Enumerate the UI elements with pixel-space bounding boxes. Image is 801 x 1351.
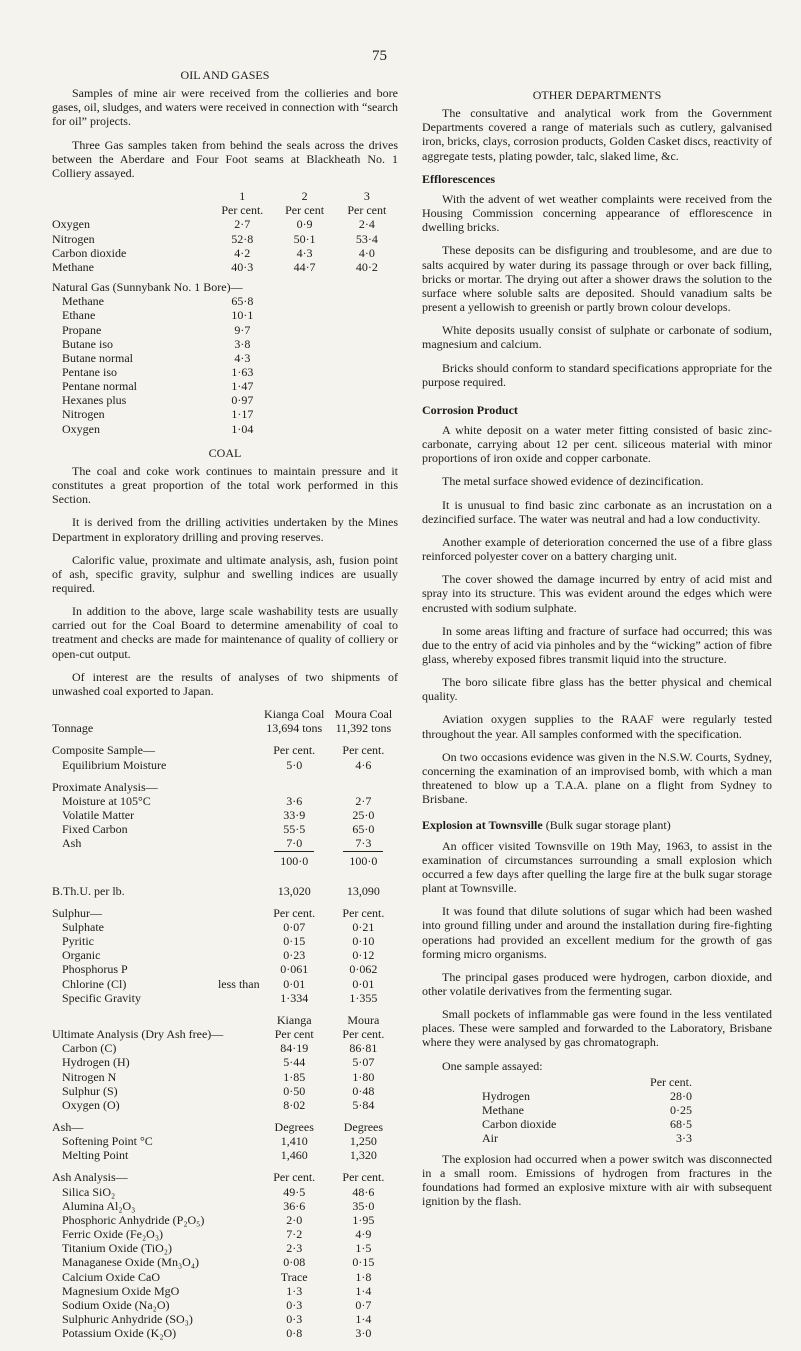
cell: 50·1 [293, 231, 316, 246]
col-unit-1: Per cent. [221, 203, 264, 218]
row-label: Ultimate Analysis (Dry Ash free)— [52, 1027, 224, 1042]
table-row [52, 1312, 398, 1326]
exp-para-2: It was found that dilute solutions of sugar which had been washed into ground filling under and around the installation during fire-fighting operations had provided an excellent medium for the growth of gas forming micro organisms. [422, 904, 772, 961]
cell: 84·19 [280, 1041, 309, 1056]
cell: 5·0 [286, 757, 303, 772]
table-row [52, 1185, 398, 1199]
other-para-1: The consultative and analytical work from the Government Departments covered a range of materials such as cutlery, galvanised iron, bricks, clays, corrosion products, Golden Casket discs, reactivity of aggregate tests, plating powder, talc, slaked lime, &c. [422, 106, 772, 163]
cell: 86·81 [349, 1041, 378, 1056]
row-label: Nitrogen N [62, 1069, 117, 1084]
cor-para-5: The cover showed the damage incurred by entry of acid mist and spray into its structure. This was evident around the edges which were encrusted with sodium sulphate. [422, 572, 772, 615]
cell: 5·84 [352, 1097, 375, 1112]
table-row [52, 1148, 398, 1162]
row-label: Sulphuric Anhydride (SO₃) [62, 1312, 193, 1327]
row-label: Carbon dioxide [52, 245, 127, 260]
row-label: Ethane [62, 308, 96, 323]
cell: 0·10 [352, 934, 375, 949]
cell: Per cent [274, 1027, 314, 1042]
cell: 28·0 [670, 1088, 692, 1103]
col-head-moura: Moura Coal [334, 707, 393, 722]
row-label: Pentane iso [62, 364, 117, 379]
row-label: Hydrogen (H) [62, 1055, 130, 1070]
row-label: Carbon (C) [62, 1041, 117, 1056]
cell: Per cent. [342, 743, 385, 758]
cell: 4·6 [355, 757, 372, 772]
eff-para-4: Bricks should conform to standard specifications appropriate for the purpose required. [422, 360, 772, 389]
cell: 3·6 [286, 793, 303, 808]
cor-para-4: Another example of deterioration concerned the use of a fibre glass reinforced polyester cover on a battery charging unit. [422, 534, 772, 564]
cell: 0·21 [352, 919, 375, 934]
row-label: Nitrogen [62, 407, 105, 422]
col-unit-3: Per cent [347, 203, 387, 218]
cell: 55·5 [283, 822, 306, 837]
cell: 1,410 [280, 1134, 308, 1149]
table-row [52, 308, 273, 322]
cell: 33·9 [283, 808, 306, 823]
table-row [52, 351, 273, 365]
row-label: Ash [62, 836, 82, 851]
row-label: Methane [62, 294, 104, 309]
col-unit-2: Per cent [285, 203, 325, 218]
row-label: Melting Point [62, 1148, 129, 1163]
table-row [52, 407, 273, 421]
row-label: Sodium Oxide (Na₂O) [62, 1297, 170, 1312]
cell: 2·0 [286, 1212, 303, 1227]
table-row [52, 906, 398, 920]
table-row [52, 246, 398, 260]
table-row [52, 1199, 398, 1213]
row-label: Softening Point °C [62, 1134, 153, 1149]
table-row [52, 822, 398, 836]
cell: 35·0 [352, 1198, 375, 1213]
explosion-subheading: (Bulk sugar storage plant) [542, 818, 671, 833]
row-label: Silica SiO₂ [62, 1184, 116, 1199]
table-row [52, 977, 398, 991]
cell: 10·1 [231, 308, 254, 323]
cell: 49·5 [283, 1184, 306, 1199]
eff-para-1: With the advent of wet weather complaints were received from the Housing Commission concerning appearance of efflorescence in dwelling bricks. [422, 191, 772, 235]
cor-para-1: A white deposit on a water meter fitting consisted of basic zinc-carbonate, carrying about 12 per cent. siliceous material with minor proportions of iron oxide and copper carbonate. [422, 422, 772, 466]
table-row [52, 1134, 398, 1148]
cell: 0·062 [349, 962, 378, 977]
cell: 4·3 [296, 245, 313, 260]
cell: 1,460 [280, 1148, 308, 1163]
row-label: Phosphoric Anhydride (P₂O₅) [62, 1212, 205, 1227]
total-moura: 100·0 [343, 851, 383, 868]
cell: 65·0 [352, 822, 375, 837]
table-row [52, 1241, 398, 1255]
table-row [52, 962, 398, 976]
row-label: Oxygen [52, 217, 90, 232]
cell: 1·80 [352, 1069, 375, 1084]
row-label: Titanium Oxide (TiO₂) [62, 1241, 172, 1256]
oil-para-2: Three Gas samples taken from behind the seals across the drives between the Aberdare and Four Foot seams at Blackheath No. 1 Colliery assayed. [52, 137, 398, 180]
cell: 13,090 [346, 883, 380, 898]
table-row [52, 1098, 398, 1112]
row-label: Butane iso [62, 336, 113, 351]
cell: 0·3 [286, 1312, 303, 1327]
exp-para-1: An officer visited Townsville on 19th May, 1963, to assist in the examination of circumstances surrounding a small explosion which occurred a few days after quelling the large fire at the bulk sugar storage plant at Townsville. [422, 838, 772, 896]
table-row [52, 948, 398, 962]
table-row [52, 1070, 398, 1084]
cell: 0·9 [296, 217, 313, 232]
cell: Trace [280, 1269, 308, 1284]
row-label: Potassium Oxide (K₂O) [62, 1326, 177, 1341]
total-row [52, 851, 398, 868]
table-row [52, 1041, 398, 1055]
cell: 1·63 [231, 364, 254, 379]
row-label: Fixed Carbon [62, 822, 128, 837]
col-num-1: 1 [239, 189, 246, 204]
cell: 36·6 [283, 1198, 306, 1213]
gas-assay-table [482, 1075, 692, 1146]
row-label: Ferric Oxide (Fe₂O₃) [62, 1227, 164, 1242]
natural-gas-title: Natural Gas (Sunnybank No. 1 Bore)— [52, 280, 243, 295]
cell: 1,320 [349, 1148, 377, 1163]
cell: 2·4 [358, 217, 375, 232]
cell: 0·8 [286, 1326, 303, 1341]
cell: 52·8 [231, 231, 254, 246]
cell: 8·02 [283, 1097, 306, 1112]
row-label: Tonnage [52, 721, 94, 736]
cell: 0·48 [352, 1083, 375, 1098]
table-row [52, 1084, 398, 1098]
coal-shipments-table [52, 707, 398, 1340]
row-label: Composite Sample— [52, 743, 155, 758]
row-label: Oxygen (O) [62, 1097, 120, 1112]
row-label: Ash Analysis— [52, 1170, 128, 1185]
cell: 7·2 [286, 1227, 303, 1242]
cell: 4·9 [355, 1227, 372, 1242]
cell: Degrees [274, 1120, 314, 1134]
table-row [52, 337, 273, 351]
cell: 4·2 [234, 245, 251, 260]
cell: 4·3 [234, 350, 251, 365]
cell: Per cent. [273, 1170, 316, 1185]
coal-para-4: In addition to the above, large scale washability tests are usually carried out for the Coal Board to determine amenability of coal to treatment and checks are made for maintenance of quality of colliery or open-cut output. [52, 604, 398, 661]
row-label: Nitrogen [52, 231, 95, 246]
row-label: Ash— [52, 1120, 84, 1134]
eff-para-3: White deposits usually consist of sulphate or carbonate of sodium, magnesium and calcium. [422, 323, 772, 352]
table-row [52, 920, 398, 934]
row-label: Alumina Al₂O₃ [62, 1198, 136, 1213]
oil-gases-heading: OIL AND GASES [180, 68, 270, 82]
cell: 0·01 [352, 976, 375, 991]
oil-para-1: Samples of mine air were received from the collieries and bore gases, oil, sludges, and waters were received in connection with “search for oil” projects. [52, 86, 398, 129]
explosion-heading-line [422, 818, 772, 832]
coal-para-1: The coal and coke work continues to maintain pressure and it constitutes a great proportion of the total work performed in this Section. [52, 463, 398, 507]
cell: 48·6 [352, 1184, 375, 1199]
cell: 0·25 [670, 1103, 692, 1118]
cell: 25·0 [352, 808, 375, 823]
cell: 7·3 [355, 836, 372, 851]
row-label: Pyritic [62, 934, 94, 949]
page-number: 75 [372, 48, 387, 64]
proximate-label: Proximate Analysis— [52, 779, 158, 794]
row-label: Volatile Matter [62, 808, 135, 823]
coal-para-3: Calorific value, proximate and ultimate analysis, ash, fusion point of ash, specific gravity, sulphur and swelling indices are usually required. [52, 552, 398, 595]
cell: 1·04 [231, 421, 254, 436]
table-row [482, 1117, 692, 1131]
table-row [52, 1255, 398, 1269]
cell: 13,020 [277, 883, 311, 898]
row-label: Propane [62, 322, 102, 337]
table-row [52, 1270, 398, 1284]
row-label: Air [482, 1131, 498, 1146]
cell: Per cent. [273, 743, 316, 758]
cell: 4·0 [358, 245, 375, 260]
row-label: Specific Gravity [62, 990, 141, 1005]
table-row [52, 758, 398, 772]
cor-para-9: On two occasions evidence was given in the N.S.W. Courts, Sydney, concerning the examination of an improvised bomb, with which a man threatened to blow up a T.A.A. plane on a flight from Sydney to Brisbane. [422, 749, 772, 807]
cell: 40·2 [355, 259, 378, 274]
blackheath-gas-table [52, 189, 398, 274]
table-row [52, 217, 398, 231]
cell: 65·8 [231, 294, 254, 309]
cor-para-7: The boro silicate fibre glass has the better physical and chemical quality. [422, 675, 772, 704]
cell: 1·85 [283, 1069, 306, 1084]
cell: 1·4 [355, 1283, 372, 1298]
cell: Per cent. [342, 905, 385, 920]
table-row [52, 294, 273, 308]
row-label: Methane [52, 259, 94, 274]
cell: 0·23 [283, 948, 306, 963]
left-column [52, 68, 398, 1346]
row-label: Managanese Oxide (Mn₃O₄) [62, 1255, 199, 1270]
cell: 0·08 [283, 1255, 306, 1270]
table-row [52, 323, 273, 337]
table-row [52, 1284, 398, 1298]
cell: 1·17 [231, 407, 254, 422]
corrosion-heading: Corrosion Product [422, 402, 518, 417]
row-label: Butane normal [62, 350, 133, 365]
exp-para-4: Small pockets of inflammable gas were found in the less ventilated places. These were sampled and forwarded to the Laboratory, Brisbane where they were analysed by gas chromatograph. [422, 1007, 772, 1050]
row-label: Pentane normal [62, 379, 137, 394]
col-num-3: 3 [363, 189, 370, 204]
cell: 1·8 [355, 1269, 372, 1284]
cor-para-6: In some areas lifting and fracture of surface had occurred; this was due to the entry of acid via pinholes and by the “wicking” action of fibre glass, whereby exposed fibres transmit liquid into the structure. [422, 623, 772, 666]
cell: 2·3 [286, 1241, 303, 1256]
eff-para-2: These deposits can be disfiguring and troublesome, and are due to salts acquired by water during its passage through or over back filling, bricks or mortar. The drying out after a shower draws the solution to the surface where soluble salts are deposited. Should vanadium salts be present a yellowish to greenish or partly brown colour develops. [422, 243, 772, 315]
cell: 2·7 [234, 217, 251, 232]
table-row [52, 991, 398, 1005]
table-row [52, 393, 273, 407]
cor-para-8: Aviation oxygen supplies to the RAAF were regularly tested throughout the year. All samples conformed with the specification. [422, 712, 772, 741]
table-row [482, 1131, 692, 1145]
table-row [52, 1227, 398, 1241]
table-row [52, 884, 398, 898]
table-row [52, 379, 273, 393]
cell: 11,392 tons [335, 721, 392, 736]
row-label: Sulphur— [52, 905, 103, 920]
table-row [52, 422, 273, 436]
assay-unit: Per cent. [650, 1074, 692, 1089]
ultimate-head-moura: Moura [347, 1012, 380, 1027]
table-row [52, 1213, 398, 1227]
cor-para-3: It is unusual to find basic zinc carbonate as an incrustation on a dezincified surface. The water was neutral and had a low conductivity. [422, 497, 772, 526]
table-row [52, 365, 273, 379]
row-label: Equilibrium Moisture [62, 757, 167, 772]
cell: 53·4 [355, 231, 378, 246]
row-label: Carbon dioxide [482, 1117, 557, 1132]
total-kianga: 100·0 [274, 851, 314, 868]
row-label: Chlorine (Cl) [62, 976, 127, 991]
cell: 1,250 [349, 1134, 377, 1149]
table-row [52, 808, 398, 822]
cell: 7·0 [286, 836, 303, 851]
table-row [52, 1120, 398, 1134]
cell: 3·3 [676, 1131, 692, 1146]
cell: 3·0 [355, 1326, 372, 1341]
efflorescences-heading: Efflorescences [422, 171, 496, 186]
cell: 0·15 [283, 934, 306, 949]
table-row [52, 836, 398, 850]
row-label: Sulphate [62, 919, 104, 934]
row-label: Organic [62, 948, 101, 963]
table-row [52, 1298, 398, 1312]
cell: Per cent. [273, 905, 316, 920]
coal-para-5: Of interest are the results of analyses of two shipments of unwashed coal exported to Japan. [52, 669, 398, 698]
cor-para-2: The metal surface showed evidence of dezincification. [442, 474, 704, 489]
cell: Degrees [343, 1120, 384, 1134]
table-row [52, 260, 398, 274]
table-row [52, 1027, 398, 1041]
col-head-kianga: Kianga Coal [264, 707, 325, 722]
cell: 1·95 [352, 1212, 375, 1227]
col-num-2: 2 [301, 189, 308, 204]
cell: 1·47 [231, 379, 254, 394]
cell: 1·334 [280, 990, 309, 1005]
natural-gas-table [52, 294, 273, 436]
row-label: B.Th.U. per lb. [52, 883, 125, 898]
row-label: Calcium Oxide CaO [62, 1269, 160, 1284]
exp-para-3: The principal gases produced were hydrogen, carbon dioxide, and other volatile derivatives from the fermenting sugar. [422, 969, 772, 998]
cell: 0·7 [355, 1297, 372, 1312]
other-departments-heading: OTHER DEPARTMENTS [532, 88, 662, 102]
cell: 44·7 [293, 259, 316, 274]
explosion-heading: Explosion at Townsville [422, 818, 543, 833]
cell: 1·5 [355, 1241, 372, 1256]
table-row [52, 743, 398, 757]
cell: 68·5 [670, 1117, 692, 1132]
exp-para-5: The explosion had occurred when a power switch was disconnected in a small room. Emissions of hydrogen from fractures in the foundations had formed an explosive mixture with air with subsequent ignition by the flash. [422, 1151, 772, 1208]
row-label: Magnesium Oxide MgO [62, 1283, 180, 1298]
cell: 13,694 tons [266, 721, 323, 736]
cell: 0·12 [352, 948, 375, 963]
coal-para-2: It is derived from the drilling activities undertaken by the Mines Department in exploratory drilling and proving reserves. [52, 515, 398, 544]
cell: 2·7 [355, 793, 372, 808]
cell: 0·97 [231, 393, 254, 408]
cell: 1·355 [349, 990, 378, 1005]
table-row [52, 794, 398, 808]
assay-intro: One sample assayed: [442, 1058, 543, 1073]
cell: 0·3 [286, 1297, 303, 1312]
row-label: Methane [482, 1103, 524, 1118]
right-column [422, 88, 772, 1217]
row-label: Sulphur (S) [62, 1083, 118, 1098]
table-row [52, 1055, 398, 1069]
cell: 3·8 [234, 336, 251, 351]
table-row [52, 232, 398, 246]
table-row [52, 721, 398, 735]
cell: 40·3 [231, 259, 254, 274]
row-label: Hydrogen [482, 1088, 530, 1103]
cell: 0·15 [352, 1255, 375, 1270]
cell: 0·01 [283, 976, 306, 991]
table-row [52, 1326, 398, 1340]
row-label: Moisture at 105°C [62, 793, 151, 808]
cell: Per cent. [342, 1170, 385, 1185]
table-row [482, 1103, 692, 1117]
row-label: Phosphorus P [62, 962, 128, 977]
cell: 0·07 [283, 919, 306, 934]
cell: 0·50 [283, 1083, 306, 1098]
cell: Per cent. [342, 1027, 385, 1042]
cell: 5·07 [352, 1055, 375, 1070]
table-row [52, 934, 398, 948]
cell: 5·44 [283, 1055, 306, 1070]
cell: 1·4 [355, 1312, 372, 1327]
coal-heading: COAL [208, 445, 242, 460]
table-row [482, 1089, 692, 1103]
table-row [52, 1170, 398, 1184]
row-label: Oxygen [62, 421, 100, 436]
less-than-prefix: less than [217, 976, 260, 991]
cell: 1·3 [286, 1283, 303, 1298]
cell: 0·061 [280, 962, 309, 977]
row-label: Hexanes plus [62, 393, 127, 408]
cell: 9·7 [234, 322, 251, 337]
ultimate-head-kianga: Kianga [276, 1012, 312, 1027]
